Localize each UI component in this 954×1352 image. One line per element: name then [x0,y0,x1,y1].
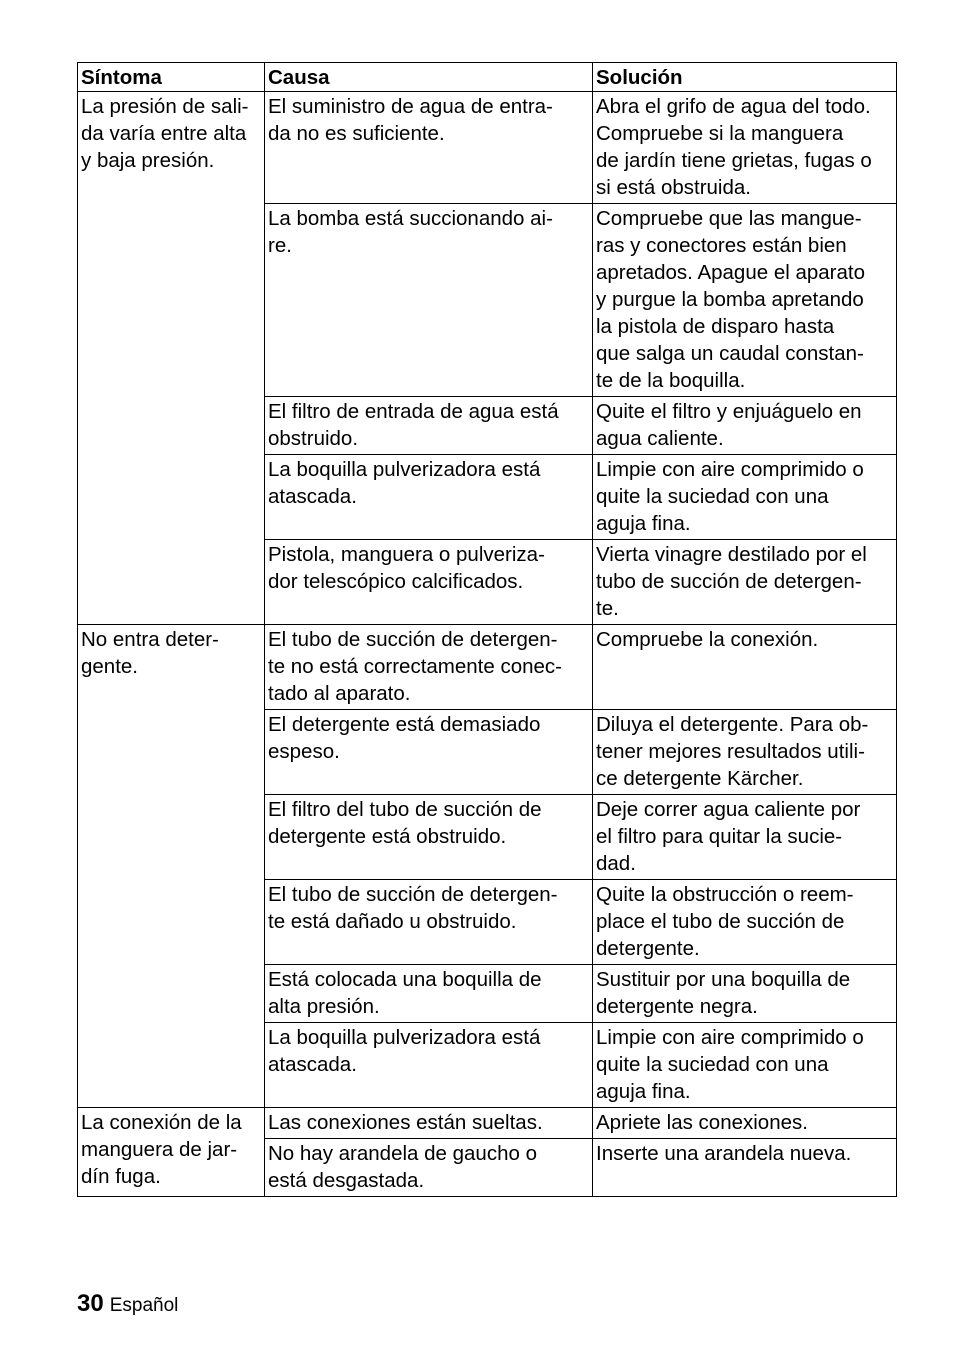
table-row [78,92,897,204]
solution-cell: Compruebe la conexión. [593,625,897,710]
cause-cell: Las conexiones están sueltas. [265,1108,593,1139]
cause-cell: Está colocada una boquilla de alta presión. [265,965,593,1023]
solution-cell: Vierta vinagre destilado por el tubo de succión de detergen- te. [593,540,897,625]
cause-cell: El tubo de succión de detergen- te está dañado u obstruido. [265,880,593,965]
solution-cell: Quite el filtro y enjuáguelo en agua caliente. [593,397,897,455]
table-header-row [78,63,897,92]
header-cause: Causa [265,63,593,92]
solution-cell: Inserte una arandela nueva. [593,1139,897,1197]
cause-cell: No hay arandela de gaucho o está desgastada. [265,1139,593,1197]
table-row [78,625,897,710]
table-row [78,1108,897,1139]
solution-cell: Limpie con aire comprimido o quite la suciedad con una aguja fina. [593,1023,897,1108]
cause-cell: La boquilla pulverizadora está atascada. [265,1023,593,1108]
cause-cell: El suministro de agua de entra- da no es suficiente. [265,92,593,204]
cause-cell: El filtro de entrada de agua está obstruido. [265,397,593,455]
solution-cell: Abra el grifo de agua del todo. Compruebe si la manguera de jardín tiene grietas, fugas o si está obstruida. [593,92,897,204]
troubleshooting-table [77,62,897,1197]
solution-cell: Apriete las conexiones. [593,1108,897,1139]
solution-cell: Compruebe que las mangue- ras y conectores están bien apretados. Apague el aparato y purgue la bomba apretando la pistola de disparo hasta que salga un caudal constan- te de la boquilla. [593,204,897,397]
solution-cell: Quite la obstrucción o reem- place el tubo de succión de detergente. [593,880,897,965]
cause-cell: La boquilla pulverizadora está atascada. [265,455,593,540]
symptom-cell: La presión de sali- da varía entre alta y baja presión. [78,92,265,625]
header-solution: Solución [593,63,897,92]
solution-cell: Limpie con aire comprimido o quite la suciedad con una aguja fina. [593,455,897,540]
page-number: 30 [77,1290,104,1317]
cause-cell: El filtro del tubo de succión de detergente está obstruido. [265,795,593,880]
page-footer [77,1290,178,1318]
symptom-cell: La conexión de la manguera de jar- dín fuga. [78,1108,265,1197]
symptom-cell: No entra deter- gente. [78,625,265,1108]
cause-cell: El detergente está demasiado espeso. [265,710,593,795]
cause-cell: El tubo de succión de detergen- te no está correctamente conec- tado al aparato. [265,625,593,710]
footer-language: Español [109,1295,179,1316]
solution-cell: Deje correr agua caliente por el filtro para quitar la sucie- dad. [593,795,897,880]
cause-cell: La bomba está succionando ai- re. [265,204,593,397]
header-symptom: Síntoma [78,63,265,92]
solution-cell: Sustituir por una boquilla de detergente negra. [593,965,897,1023]
cause-cell: Pistola, manguera o pulveriza- dor telescópico calcificados. [265,540,593,625]
solution-cell: Diluya el detergente. Para ob- tener mejores resultados utili- ce detergente Kärcher. [593,710,897,795]
